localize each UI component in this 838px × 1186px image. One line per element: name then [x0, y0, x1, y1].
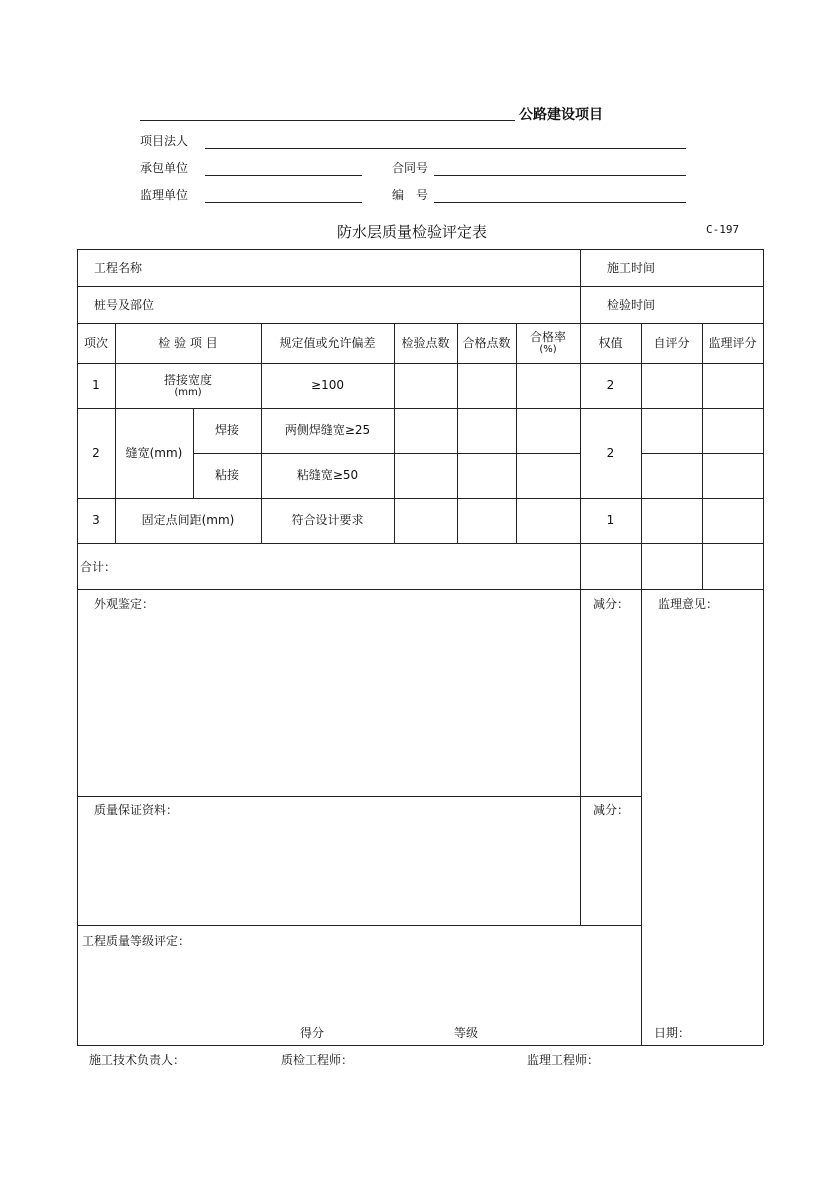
row2-pass-rate-input[interactable]: [517, 409, 579, 497]
col-weight: 权值: [598, 335, 623, 350]
row2-spec-weld: 两侧焊缝宽≥25: [284, 423, 371, 437]
row1-weight: 2: [606, 378, 615, 392]
construction-time-input[interactable]: [665, 252, 760, 283]
appearance-input[interactable]: [80, 615, 577, 793]
col-pass-rate-label: 合格率: [529, 330, 566, 344]
row2-pass-points-input[interactable]: [458, 409, 515, 497]
row1-pass-rate-input[interactable]: [517, 364, 579, 407]
row1-spec: ≥100: [311, 378, 344, 392]
total-weight-input[interactable]: [581, 544, 640, 588]
qc-engineer-label: 质检工程师：: [281, 1053, 354, 1067]
supervisor-opinion-input[interactable]: [643, 615, 761, 1015]
row2-sub-bond: 粘接: [214, 468, 239, 482]
serial-no-label: 编 号: [392, 188, 429, 202]
row3-points-input[interactable]: [395, 499, 456, 542]
contractor-line[interactable]: [205, 175, 362, 176]
row1-no: 1: [92, 378, 100, 392]
row1-self-score-input[interactable]: [642, 364, 701, 407]
deduct-label-appearance: 减分：: [593, 597, 630, 611]
serial-no-line[interactable]: [434, 202, 686, 203]
row3-spec: 符合设计要求: [291, 513, 364, 527]
quality-docs-input[interactable]: [80, 822, 577, 922]
construction-time-label: 施工时间: [607, 261, 656, 275]
total-label: 合计：: [80, 560, 117, 574]
col-item-no: 项次: [83, 335, 108, 350]
row1-item: [115, 363, 261, 408]
row2-weight: 2: [606, 445, 615, 460]
project-name-line[interactable]: [140, 120, 515, 121]
station-input[interactable]: [170, 289, 575, 320]
row3-pass-points-input[interactable]: [458, 499, 515, 542]
col-supervisor-score: 监理评分: [708, 335, 757, 350]
deduct-label-docs: 减分：: [593, 803, 630, 817]
appearance-label: 外观鉴定：: [94, 597, 155, 611]
row3-supervisor-score-input[interactable]: [703, 499, 762, 542]
row2-item: 缝宽(mm): [125, 445, 183, 460]
inspection-time-label: 检验时间: [607, 298, 656, 312]
row2-supervisor-score-input[interactable]: [703, 409, 762, 497]
deduct-appearance-input[interactable]: [582, 615, 639, 793]
total-input[interactable]: [120, 544, 579, 588]
col-pass-rate-unit: (%): [539, 344, 557, 355]
col-pass-rate: [516, 323, 580, 363]
legal-person-line[interactable]: [205, 148, 686, 149]
supervising-engineer-label: 监理工程师：: [527, 1053, 600, 1067]
project-name-input[interactable]: [160, 252, 575, 283]
score-input[interactable]: [330, 1020, 440, 1042]
grade-eval-label: 工程质量等级评定：: [82, 934, 191, 948]
row2-self-score-input[interactable]: [642, 409, 701, 497]
row2-sub-weld: 焊接: [214, 423, 239, 437]
row1-supervisor-score-input[interactable]: [703, 364, 762, 407]
row3-pass-rate-input[interactable]: [517, 499, 579, 542]
tech-lead-label: 施工技术负责人：: [89, 1053, 186, 1067]
station-label: 桩号及部位: [94, 298, 155, 312]
col-pass-points: 合格点数: [462, 335, 511, 350]
row1-pass-points-input[interactable]: [458, 364, 515, 407]
row2-no: 2: [92, 445, 100, 460]
row3-no: 3: [92, 513, 100, 527]
supervisor-opinion-label: 监理意见：: [658, 597, 719, 611]
form-title: 防水层质量检验评定表: [337, 223, 488, 241]
contract-no-line[interactable]: [434, 175, 686, 176]
legal-person-label: 项目法人: [140, 134, 189, 148]
form-code: C-197: [706, 223, 740, 236]
col-inspection-item: 检 验 项 目: [158, 335, 218, 350]
row3-self-score-input[interactable]: [642, 499, 701, 542]
row1-points-input[interactable]: [395, 364, 456, 407]
row2-points-input[interactable]: [395, 409, 456, 497]
col-spec: 规定值或允许偏差: [279, 335, 376, 350]
col-self-score: 自评分: [653, 335, 690, 350]
row1-item-unit: (mm): [174, 386, 202, 398]
quality-docs-label: 质量保证资料：: [94, 803, 179, 817]
row3-weight: 1: [606, 513, 615, 527]
contract-no-label: 合同号: [392, 161, 429, 175]
score-label: 得分: [300, 1026, 325, 1040]
row3-item: 固定点间距(mm): [141, 513, 235, 527]
grade-input[interactable]: [484, 1020, 634, 1042]
row2-spec-bond: 粘缝宽≥50: [296, 468, 359, 482]
date-label: 日期：: [654, 1026, 691, 1040]
supervisor-label: 监理单位: [140, 188, 189, 202]
project-name-label: 工程名称: [94, 261, 143, 275]
supervisor-line[interactable]: [205, 202, 362, 203]
contractor-label: 承包单位: [140, 161, 189, 175]
inspection-time-input[interactable]: [665, 289, 760, 320]
row1-item-label: 搭接宽度: [163, 372, 212, 387]
grade-label: 等级: [454, 1026, 479, 1040]
col-points: 检验点数: [401, 335, 450, 350]
date-input[interactable]: [690, 1020, 760, 1042]
deduct-docs-input[interactable]: [582, 822, 639, 922]
project-suffix: 公路建设项目: [519, 107, 603, 123]
total-self-score-input[interactable]: [642, 544, 701, 588]
total-supervisor-score-input[interactable]: [703, 544, 762, 588]
